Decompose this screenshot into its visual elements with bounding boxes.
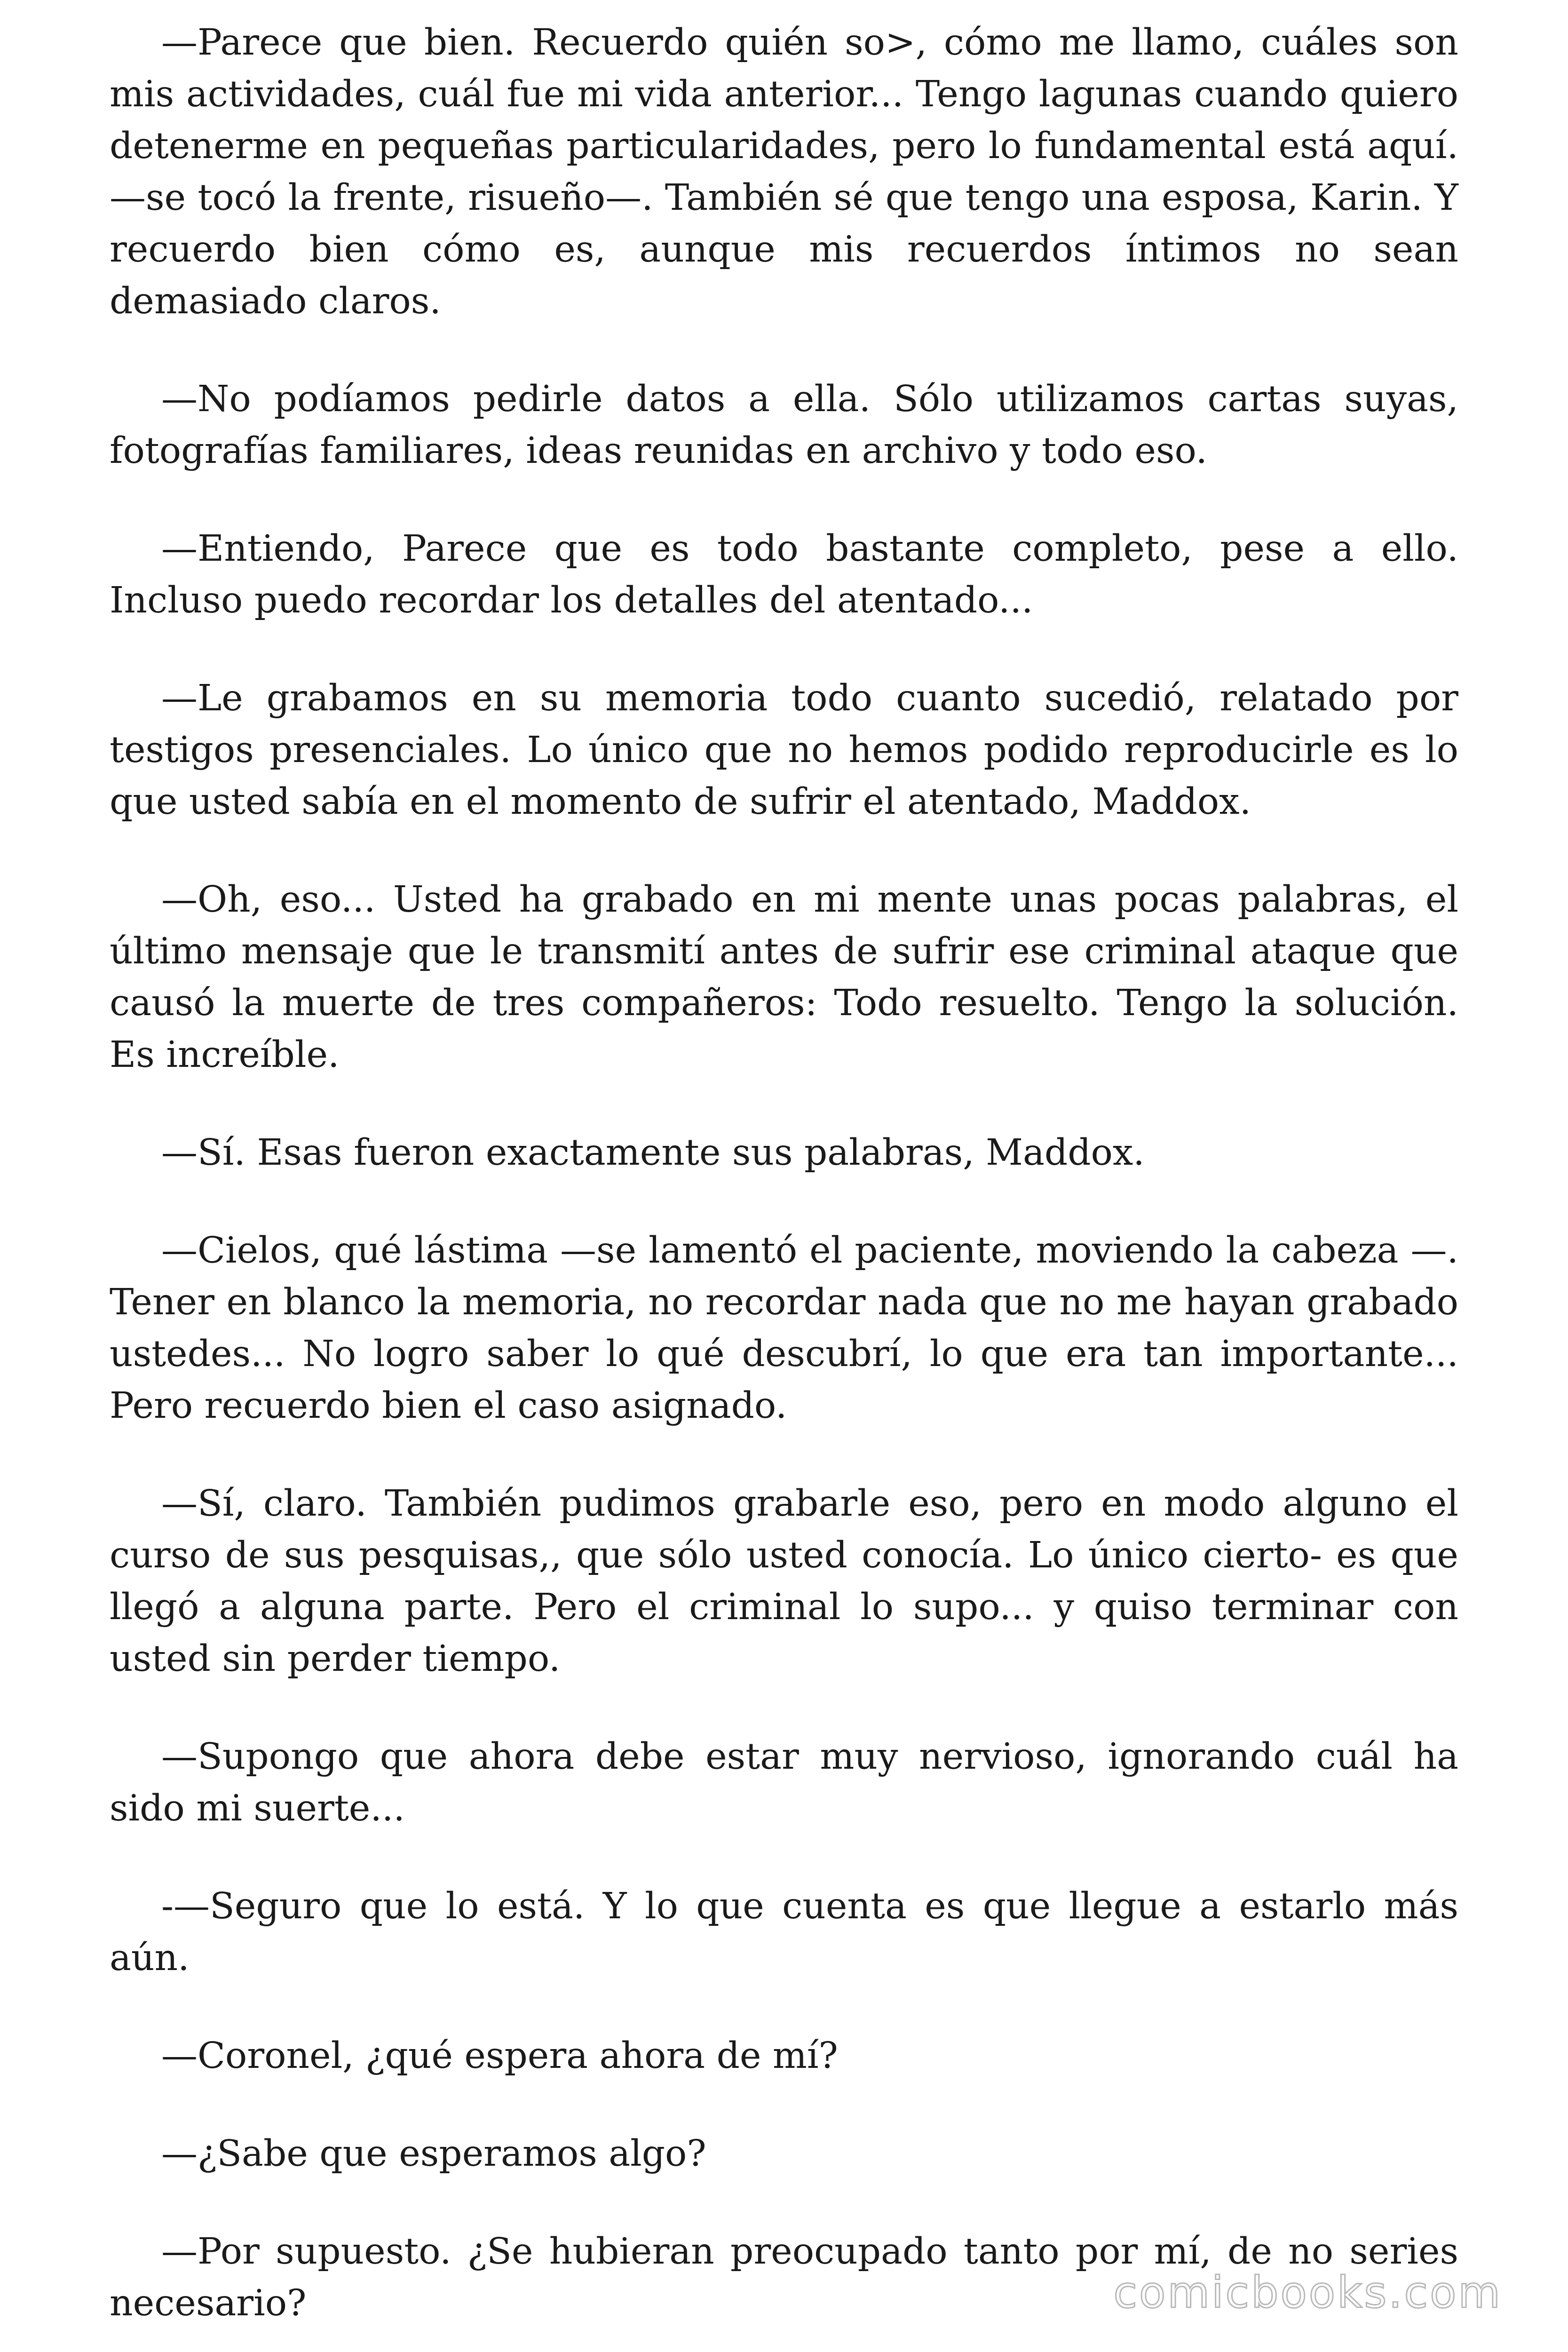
watermark: comicbooks.com xyxy=(1113,2267,1502,2318)
paragraph: —Le grabamos en su memoria todo cuanto sucedió, relatado por testigos presenciales. Lo único que no hemos podido reproducirle es lo que usted sabía en el momento de sufrir el atentado, Maddox. xyxy=(110,677,1458,823)
paragraph: -—Seguro que lo está. Y lo que cuenta es que llegue a estarlo más aún. xyxy=(110,1885,1458,1979)
paragraph: —Parece que bien. Recuerdo quién so>, cómo me llamo, cuáles son mis actividades, cuál fue mi vida anterior... Tengo lagunas cuando quiero detenerme en pequeñas particularidades, pero lo fundamental está aquí. —se tocó la frente, risueño—. También sé que tengo una esposa, Karin. Y recuerdo bien cómo es, aunque mis recuerdos íntimos no sean demasiado claros. xyxy=(110,22,1458,322)
paragraph: —Sí. Esas fueron exactamente sus palabras, Maddox. xyxy=(161,1132,1145,1174)
paragraph: —Oh, eso... Usted ha grabado en mi mente unas pocas palabras, el último mensaje que le transmití antes de sufrir ese criminal ataque que causó la muerte de tres compañeros: Todo resuelto. Tengo la solución. Es increíble. xyxy=(110,879,1458,1076)
paragraph: —Por supuesto. ¿Se hubieran preocupado tanto por mí, de no series necesario? xyxy=(110,2231,1458,2324)
paragraph: —Entiendo, Parece que es todo bastante completo, pese a ello. Incluso puedo recordar los detalles del atentado... xyxy=(110,528,1458,621)
paragraph: —Supongo que ahora debe estar muy nervioso, ignorando cuál ha sido mi suerte... xyxy=(110,1736,1458,1829)
paragraph: —¿Sabe que esperamos algo? xyxy=(161,2133,706,2175)
document-body xyxy=(110,17,1458,2329)
paragraph: —Cielos, qué lástima —se lamentó el paciente, moviendo la cabeza —. Tener en blanco la memoria, no recordar nada que no me hayan grabado ustedes... No logro saber lo qué descubrí, lo que era tan importante... Pero recuerdo bien el caso asignado. xyxy=(110,1230,1458,1427)
paragraph: —Coronel, ¿qué espera ahora de mí? xyxy=(161,2035,838,2077)
paragraph: —No podíamos pedirle datos a ella. Sólo utilizamos cartas suyas, fotografías familiares, ideas reunidas en archivo y todo eso. xyxy=(110,378,1458,472)
paragraph: —Sí, claro. También pudimos grabarle eso, pero en modo alguno el curso de sus pesquisas,, que sólo usted conocía. Lo único cierto- es que llegó a alguna parte. Pero el criminal lo supo... y quiso terminar con usted sin perder tiempo. xyxy=(110,1483,1458,1680)
